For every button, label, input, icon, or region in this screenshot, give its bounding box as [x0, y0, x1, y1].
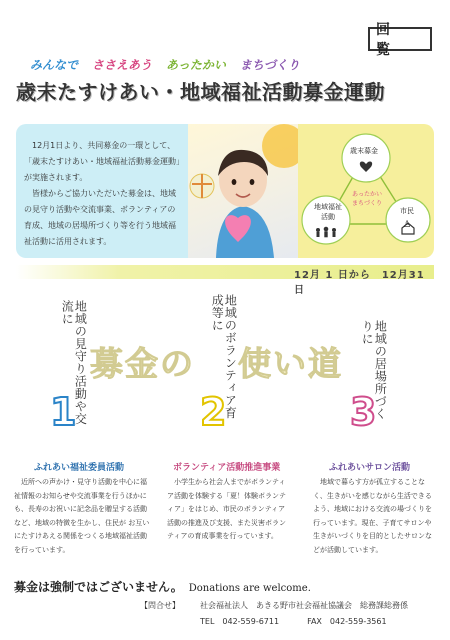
- column-3-text: 地域で暮らす方が孤立することなく、生きがいを感じながら生活できるよう、地域における交流の場づくりを行っています。現在、子育てサロンや生きがいづくりを目的としたサロンなどが活動しています。: [313, 478, 432, 554]
- cycle-diagram: [298, 124, 434, 258]
- column-3-body: [313, 476, 437, 558]
- number-3: 3: [350, 390, 377, 434]
- fund-node: [342, 134, 390, 182]
- slogan: [30, 56, 330, 73]
- intro-line-2: 皆様からご協力いただいた募金は、地域の見守り活動や交流事業、ボランティアの育成、地域の居場所づくり等を行う地域福祉活動に活用されます。: [24, 189, 176, 246]
- contact-phones: [200, 616, 387, 627]
- number-2: 2: [200, 390, 227, 434]
- slogan-part-3: あったかい: [166, 58, 226, 72]
- column-3-heading: 地域の居場所づくりに: [360, 320, 388, 420]
- page-title: 歳末たすけあい・地域福祉活動募金運動: [16, 80, 385, 104]
- column-2-title: ボランティア活動推進事業: [173, 463, 281, 473]
- column-2-text: 小学生から社会人までがボランティア活動を体験する「夏！体験ボランティア」をはじめ、市民のボランティア活動の推進及び支援、また災害ボランティアの育成事業を行っています。: [167, 478, 286, 541]
- column-3-title: ふれあいサロン活動: [329, 463, 411, 473]
- campaign-period: 12月 1 日から 12月31日: [294, 270, 425, 296]
- contact-organization: 社会福祉法人 あきる野市社会福祉協議会 総務課総務係: [200, 601, 408, 610]
- column-1-title: ふれあい福祉委員活動: [34, 463, 125, 473]
- donation-notice-en: Donations are welcome.: [188, 583, 311, 594]
- usage-heading-part-2: 使い道: [238, 344, 343, 383]
- contact-tel: TEL 042-559-6711: [200, 617, 280, 626]
- yellow-balloon: [262, 124, 298, 168]
- column-1-heading: 地域の見守り活動や交流に: [60, 300, 88, 425]
- slogan-part-4: まちづくり: [239, 58, 300, 72]
- intro-line-1: 12月1日より、共同募金の一環として、「歳末たすけあい・地域福祉活動募金運動」が実施されます。: [24, 141, 180, 182]
- diagram-center-label: あったかいまちづくり: [352, 191, 382, 207]
- donation-notice: [14, 578, 311, 595]
- usage-heading: [90, 338, 343, 385]
- campaign-period-bar: [16, 265, 434, 296]
- intro-text: [16, 124, 188, 258]
- diagram-right-label: 市民: [400, 207, 414, 215]
- contact-label: 【問合せ】: [140, 601, 180, 610]
- diagram-left-label: 地域福祉活動: [314, 203, 342, 221]
- hero-banner: [16, 124, 434, 258]
- slogan-part-1: みんなで: [30, 58, 79, 72]
- column-2-body: [167, 476, 291, 544]
- people-icon: [316, 227, 336, 238]
- donation-notice-jp: 募金は強制ではございません。: [14, 580, 183, 594]
- slogan-part-2: ささえあう: [92, 58, 153, 72]
- diagram-top-label: 歳末募金: [350, 147, 378, 155]
- usage-heading-part-1: 募金の: [90, 344, 195, 383]
- column-2-heading: 地域のボランティア育成等に: [210, 294, 238, 419]
- contact-fax: FAX 042-559-3561: [307, 617, 387, 626]
- person-glyph: ♙: [403, 220, 412, 230]
- child-photo: [188, 124, 298, 258]
- circulation-badge: 回 覧: [368, 27, 432, 51]
- column-1-text: 近所への声かけ・見守り活動を中心に福祉情報のお知らせや交流事業を行うほかにも、長寿のお祝いに記念品を贈呈する活動など、地域の特徴を生かし、住民が お互いにたすけあえる関係をつくる地域福祉活動を行っています。: [14, 478, 150, 554]
- column-1-body: [14, 476, 152, 558]
- number-1: 1: [50, 390, 77, 434]
